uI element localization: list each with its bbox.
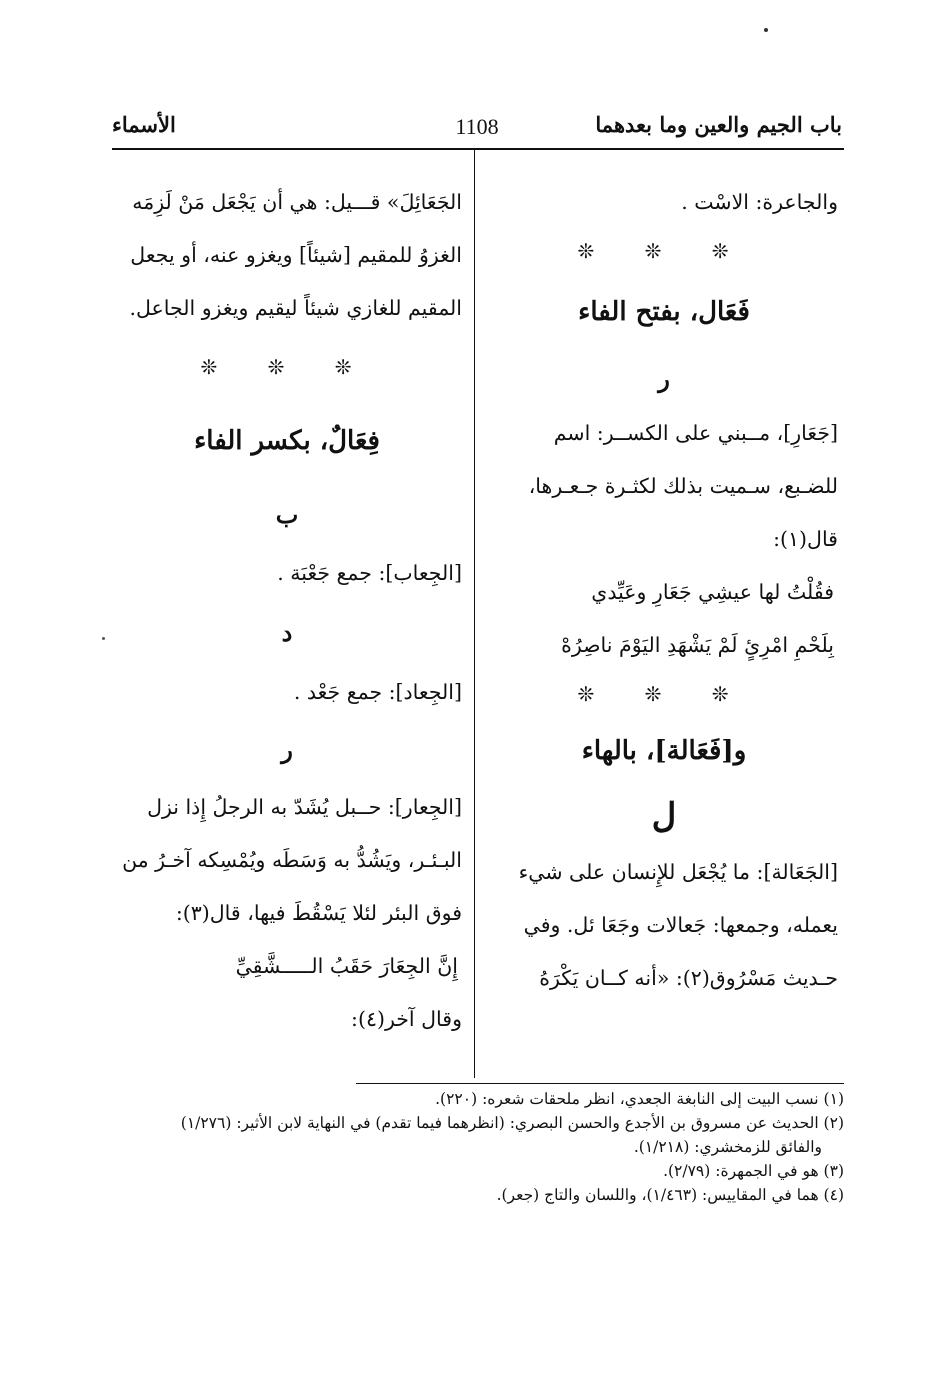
section-separator: ❊ ❊ ❊ [577,682,751,706]
left-column [112,176,462,1046]
section-heading: فِعَالٌ، بكسر الفاء [194,426,380,456]
text-line: للضـبع، سـميت بذلك لكثـرة جـعـرها، [528,474,838,498]
page-number: 1108 [455,114,499,139]
text-line: المقيم للغازي شيئاً ليقيم ويغزو الجاعل. [129,296,462,320]
entry-line: [جَعَارِ]، مــبني على الكســر: اسم [553,421,838,445]
letter-heading: ر [658,364,670,393]
section-heading: و[فَعَالة]، بالهاء [581,736,747,766]
header-rule [112,148,844,150]
footnote: والفائق للزمخشري: (١/٢١٨). [633,1138,822,1156]
letter-heading: ب [275,500,299,529]
entry-line: [الجِعاب]: جمع جَعْبَة . [277,561,462,585]
text-line: قال(١): [773,527,838,551]
verse-line: إِنَّ الجِعَارَ حَقَبُ الـــــشَّقِيِّ [235,954,458,978]
section-title: الأسماء [112,112,176,137]
footnote: (١) نسب البيت إلى النابغة الجعدي، انظر ملحقات شعره: (٢٢٠). [435,1090,844,1108]
speck-mark [764,28,768,32]
footnotes [104,1087,844,1207]
footnote-rule [356,1083,844,1084]
letter-heading: ر [281,735,293,764]
text-line: البـئـر، ويَشُدُّ به وَسَطَه ويُمْسِكه آخـرُ من [122,848,462,872]
text-line: وقال آخر(٤): [351,1007,462,1031]
letter-heading: د [281,618,293,647]
section-heading: فَعَال، بفتح الفاء [578,297,750,327]
speck-mark [102,637,105,640]
verse-line: فقُلْتُ لها عيشِي جَعَارِ وعَيِّدي [591,580,834,604]
right-column [490,176,838,1005]
text-line: يعمله، وجمعها: جَعالات وجَعَا ئل. وفي [523,913,838,937]
section-separator: ❊ ❊ ❊ [200,355,374,379]
text-line: حـديث مَسْرُوق(٢): «أنه كــان يَكْرَهُ [539,966,838,990]
verse-line: بِلَحْمِ امْرِئٍ لَمْ يَشْهَدِ اليَوْمَ ناصِرُهْ [561,633,834,657]
text-line: الغزوُ للمقيم [شيئاً] ويغزو عنه، أو يجعل [130,243,462,267]
page-header [112,112,842,144]
entry-line: [الجِعاد]: جمع جَعْد . [293,680,462,704]
footnote: (٤) هما في المقاييس: (١/٤٦٣)، واللسان والتاج (جعر). [496,1186,844,1204]
entry-line: [الجِعار]: حــبل يُشَدّ به الرجلُ إِذا نزل [147,795,462,819]
section-separator: ❊ ❊ ❊ [577,239,751,263]
footnote: (٢) الحديث عن مسروق بن الأجدع والحسن البصري: (انظرهما فيما تقدم) في النهاية لابن الأثير: (١/٢٧٦) [180,1114,844,1132]
column-divider [474,150,475,1078]
footnote: (٣) هو في الجمهرة: (٢/٧٩). [663,1162,844,1180]
chapter-title: باب الجيم والعين وما بعدهما [595,112,842,137]
entry-line: [الجَعَالة]: ما يُجْعَل للإِنسان على شيء [518,860,838,884]
text-line: الجَعَائِلَ» قـــيل: هي أن يَجْعَل مَنْ لَزِمَه [132,190,462,214]
text-line: والجاعرة: الاسْت . [681,190,838,214]
letter-heading: ل [651,796,677,836]
text-line: فوق البئر لئلا يَسْقُطَ فيها، قال(٣): [175,901,462,925]
